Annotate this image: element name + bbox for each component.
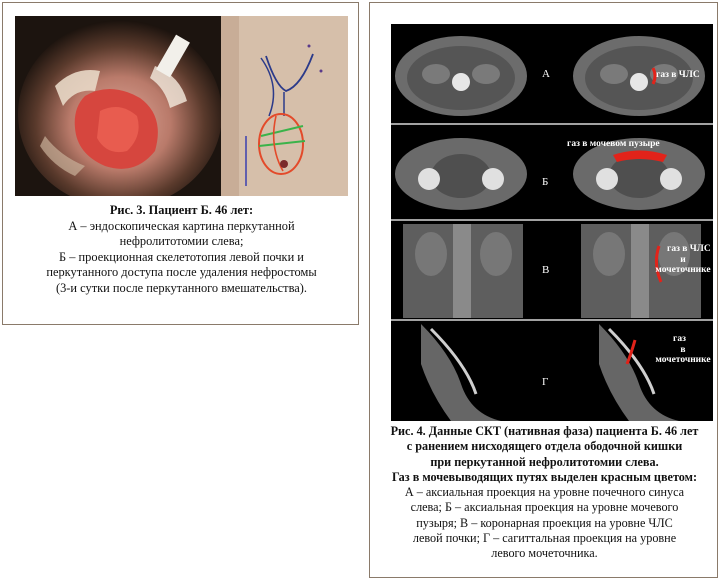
endoscopic-image (15, 16, 221, 196)
skin-marking-photo (221, 16, 348, 196)
caption-title-line: Рис. 4. Данные СКТ (нативная фаза) пациента Б. 46 лет (390, 424, 699, 438)
figure-4-caption (376, 424, 713, 562)
caption-line: А – эндоскопическая картина перкутанной (68, 218, 295, 233)
figure-3-caption-title: Рис. 3. Пациент Б. 46 лет: (109, 203, 254, 217)
caption-line: левой почки; Г – сагиттальная проекция на уровне (412, 531, 677, 546)
caption-line: перкутанного доступа после удаления нефростомы (46, 265, 317, 280)
caption-line: левого мочеточника. (491, 546, 598, 561)
skeletotopy-picture (221, 16, 348, 196)
annotation-gas-kidney-ureter-line2: и мочеточнике (655, 255, 711, 275)
figure-3-caption (11, 203, 352, 297)
caption-line: слева; Б – аксиальная проекция на уровне мочевого (410, 500, 679, 515)
caption-title-line: с ранением нисходящего отдела ободочной кишки (406, 439, 683, 454)
caption-title-line: Газ в мочевыводящих путях выделен красным цветом: (391, 469, 697, 484)
row-label-b: Б (542, 176, 549, 188)
annotation-gas-ureter-line2: в мочеточнике (655, 345, 711, 365)
figure-4-panel (369, 2, 718, 578)
caption-line: (3-и сутки после перкутанного вмешательства). (55, 280, 307, 295)
caption-title-line: при перкутанной нефролитотомии слева. (430, 454, 659, 469)
annotation-gas-bladder: газ в мочевом пузыре (567, 139, 660, 149)
endoscopy-picture (15, 16, 221, 196)
annotation-gas-kidney-ureter-line1: газ в ЧЛС (667, 244, 711, 254)
row-label-c: В (542, 264, 550, 276)
caption-line: Б – проекционная скелетотопия левой почки и (59, 249, 304, 264)
figure-3-panel (2, 2, 359, 325)
caption-line: пузыря; В – коронарная проекция на уровне ЧЛС (416, 515, 673, 530)
row-label-d: Г (542, 376, 549, 388)
annotation-gas-ureter-line1: газ (673, 334, 686, 344)
caption-line: А – аксиальная проекция на уровне почечного синуса (404, 485, 685, 500)
ct-scan-grid (391, 24, 713, 421)
annotation-gas-kidney: газ в ЧЛС (656, 70, 700, 80)
caption-line: нефролитотомии слева; (119, 234, 244, 249)
row-label-a: А (542, 68, 550, 80)
